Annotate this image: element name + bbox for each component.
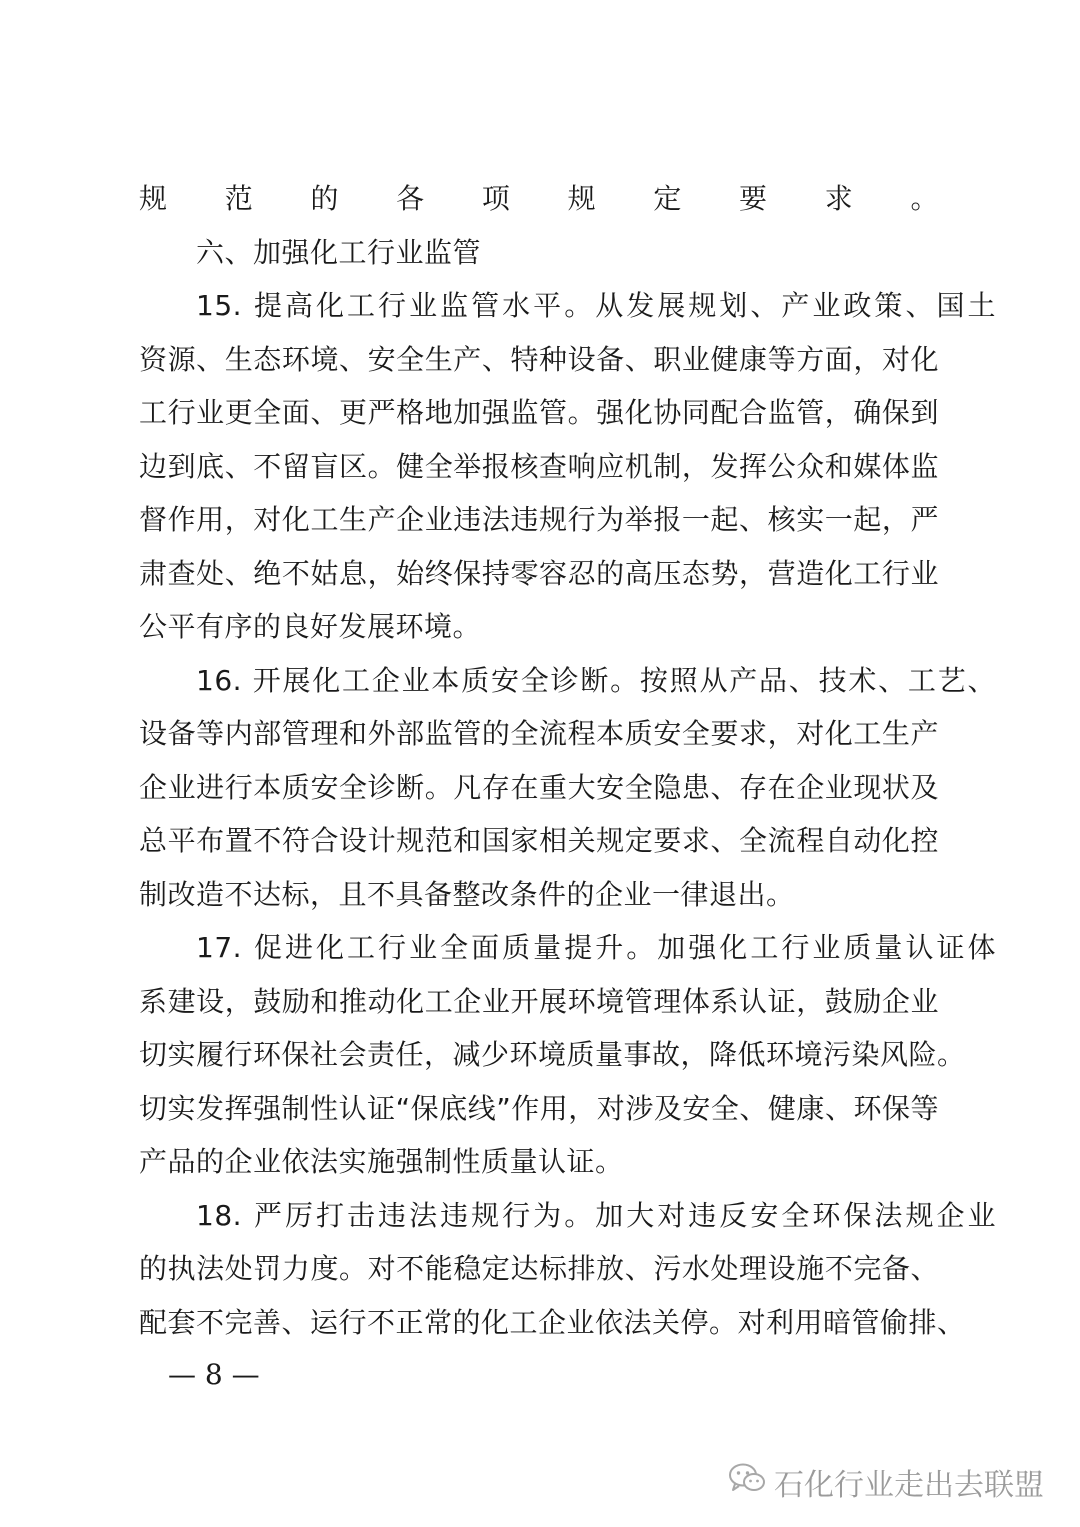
text-line: 制改造不达标，且不具备整改条件的企业一律退出。 <box>139 877 795 911</box>
text-line: 18. 严厉打击违法违规行为。加大对违反安全环保法规企业 <box>196 1198 996 1232</box>
text-line: 产品的企业依法实施强制性质量认证。 <box>139 1145 624 1178</box>
text-line: 16. 开展化工企业本质安全诊断。按照从产品、技术、工艺、 <box>196 663 996 697</box>
text-line: 督作用，对化工生产企业违法违规行为举报一起、核实一起，严 <box>139 503 939 536</box>
text-line: 资源、生态环境、安全生产、特种设备、职业健康等方面，对化 <box>139 342 939 376</box>
text-line: 15. 提高化工行业监管水平。从发展规划、产业政策、国土 <box>196 289 996 322</box>
watermark-text: 石化行业走出去联盟 <box>774 1468 1044 1503</box>
section-heading: 六、加强化工行业监管 <box>196 235 482 269</box>
text-line: 企业进行本质安全诊断。凡存在重大安全隐患、存在企业现状及 <box>139 770 939 804</box>
body-text <box>139 172 996 1349</box>
text-line: 配套不完善、运行不正常的化工企业依法关停。对利用暗管偷排、 <box>139 1305 966 1339</box>
text-line: 系建设，鼓励和推动化工企业开展环境管理体系认证，鼓励企业 <box>139 984 939 1018</box>
wechat-icon <box>728 1462 766 1502</box>
text-line: 切实履行环保社会责任，减少环境质量事故，降低环境污染风险。 <box>139 1038 966 1071</box>
text-line: 边到底、不留盲区。健全举报核查响应机制，发挥公众和媒体监 <box>139 449 939 483</box>
text-line: 公平有序的良好发展环境。 <box>139 610 482 643</box>
text-line: 17. 促进化工行业全面质量提升。加强化工行业质量认证体 <box>196 931 996 964</box>
page-number: — 8 — <box>168 1358 260 1391</box>
text-line: 规范的各项规定要求。 <box>139 182 939 215</box>
text-line: 设备等内部管理和外部监管的全流程本质安全要求，对化工生产 <box>139 717 939 750</box>
text-line: 的执法处罚力度。对不能稳定达标排放、污水处理设施不完备、 <box>139 1252 939 1285</box>
watermark <box>728 1462 1044 1502</box>
text-line: 切实发挥强制性认证“保底线”作用，对涉及安全、健康、环保等 <box>139 1091 939 1125</box>
text-line: 总平布置不符合设计规范和国家相关规定要求、全流程自动化控 <box>139 824 939 857</box>
text-line: 工行业更全面、更严格地加强监管。强化协同配合监管，确保到 <box>139 396 939 429</box>
text-line: 肃查处、绝不姑息，始终保持零容忍的高压态势，营造化工行业 <box>139 556 939 590</box>
